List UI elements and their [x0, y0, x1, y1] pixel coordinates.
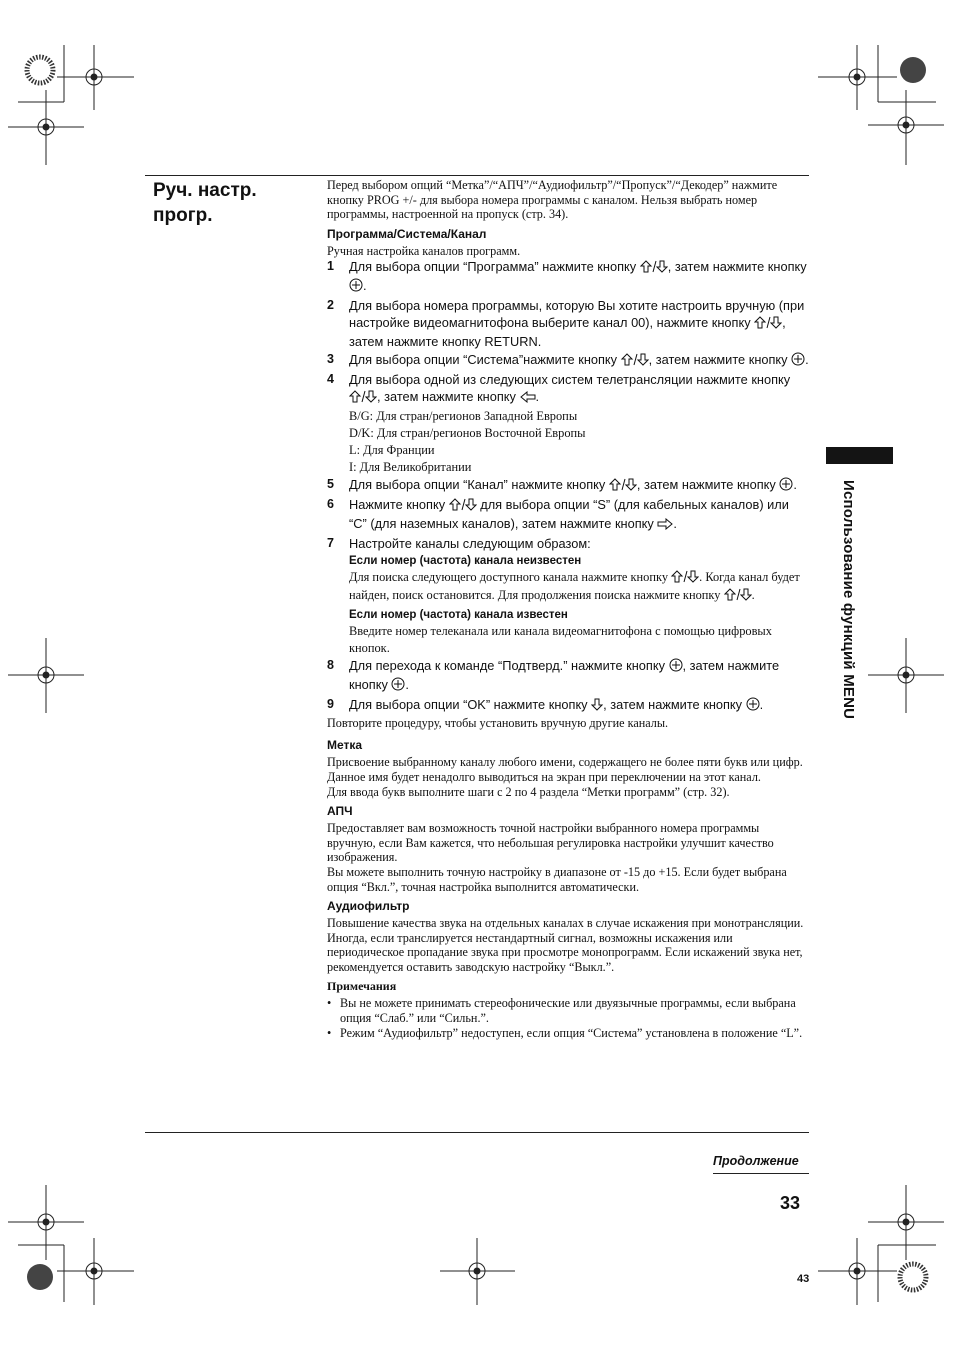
- step-1: 1 Для выбора опции “Программа” нажмите кнопку , затем нажмите кнопку .: [327, 258, 809, 296]
- unknown-channel-heading: Если номер (частота) канала неизвестен: [349, 554, 582, 567]
- continued-rule: [713, 1173, 809, 1174]
- enter-button-icon: [746, 697, 760, 715]
- note-item: • Режим “Аудиофильтр” недоступен, если опция “Система” установлена в положение “L”.: [327, 1025, 803, 1040]
- up-down-arrows-icon: [349, 390, 377, 407]
- system-options: [327, 408, 809, 475]
- unknown-channel-text: Для поиска следующего доступного канала нажмите кнопку . Когда канал будет найден, поиск остановится. Для продолжения поиска нажмите кнопку .: [349, 569, 809, 607]
- down-arrow-icon: [591, 698, 603, 715]
- prog-heading: Программа/Система/Канал: [327, 226, 487, 241]
- step-number: 8: [327, 657, 334, 672]
- step-6: 6 Нажмите кнопку для выбора опции “S” (для кабельных каналов) или “C” (для наземных каналов), затем нажмите кнопку .: [327, 496, 809, 534]
- known-channel-text: Введите номер телеканала или канала видеомагнитофона с помощью цифровых кнопок.: [349, 624, 772, 655]
- bullet-mark: •: [327, 996, 332, 1011]
- print-page-number: 43: [797, 1273, 810, 1285]
- up-down-arrows-icon: [640, 260, 668, 277]
- section-tab: [826, 447, 893, 464]
- step-number: 6: [327, 496, 334, 511]
- bottom-rule: [145, 1132, 809, 1133]
- page-number: 33: [780, 1193, 801, 1213]
- step-number: 5: [327, 476, 334, 491]
- top-rule: [145, 175, 809, 176]
- right-arrow-icon: [657, 517, 673, 534]
- step-3: 3 Для выбора опции “Система”нажмите кнопку , затем нажмите кнопку .: [327, 351, 809, 370]
- step-7: 7 Настройте каналы следующим образом:: [327, 535, 591, 551]
- sidebar-section-label: Использование функций MENU: [840, 480, 857, 720]
- enter-button-icon: [791, 352, 805, 370]
- audio-filter-paragraph: Повышение качества звука на отдельных каналах в случае искажения при монотрансляции. Иногда, если транслируется нестандартный сигнал, возможны искажения или периодическое пропадание звука при просмотре монопрограмм. Если искажений звука нет, рекомендуется оставить заводскую настройку “Выкл.”.: [327, 916, 804, 974]
- system-option: I: Для Великобритании: [349, 459, 472, 474]
- up-down-arrows-icon: [724, 588, 752, 606]
- step-number: 3: [327, 352, 334, 367]
- step-9: 9 Для выбора опции “OK” нажмите кнопку , затем нажмите кнопку .: [327, 696, 809, 715]
- bullet-mark: •: [327, 1025, 332, 1040]
- content-column: [327, 178, 809, 1040]
- afc-paragraph-1: Предоставляет вам возможность точной настройки выбранного номера программы вручную, если Вам кажется, что небольшая регулировка настройки улучшит качество изображения.: [327, 821, 774, 865]
- notes-heading: Примечания: [327, 979, 397, 994]
- up-down-arrows-icon: [671, 570, 699, 588]
- section-title-line2: прогр.: [153, 205, 213, 226]
- repeat-text: Повторите процедуру, чтобы установить вручную другие каналы.: [327, 715, 669, 730]
- up-down-arrows-icon: [449, 498, 477, 515]
- label-heading: Метка: [327, 738, 363, 753]
- known-channel-heading: Если номер (частота) канала известен: [349, 609, 568, 622]
- prog-description: Ручная настройка каналов программ.: [327, 243, 521, 258]
- system-option: L: Для Франции: [349, 442, 435, 457]
- step-number: 2: [327, 298, 334, 313]
- up-down-arrows-icon: [609, 478, 637, 495]
- step-8: 8 Для перехода к команде “Подтверд.” нажмите кнопку , затем нажмите кнопку .: [327, 657, 809, 695]
- step-7-details: [327, 554, 809, 657]
- enter-button-icon: [349, 278, 363, 296]
- step-4: 4 Для выбора одной из следующих систем телетрансляции нажмите кнопку , затем нажмите кнопку .: [327, 371, 809, 407]
- step-number: 1: [327, 259, 334, 274]
- label-paragraph-2: Для ввода букв выполните шаги с 2 по 4 раздела “Метки программ” (стр. 32).: [327, 784, 730, 799]
- intro-paragraph: Перед выбором опций “Метка”/“АПЧ”/“Аудиофильтр”/“Пропуск”/“Декодер” нажмите кнопку PROG +/- для выбора номера программы с каналом. Нельзя выбрать номер программы, настроенной на пропуск (стр. 34).: [327, 178, 778, 222]
- section-title-line1: Руч. настр.: [153, 180, 257, 201]
- step-number: 7: [327, 535, 334, 550]
- enter-button-icon: [669, 658, 683, 676]
- system-option: D/K: Для стран/регионов Восточной Европы: [349, 426, 586, 441]
- up-down-arrows-icon: [754, 316, 782, 333]
- enter-button-icon: [779, 477, 793, 495]
- audio-filter-heading: Аудиофильтр: [327, 899, 410, 914]
- up-down-arrows-icon: [621, 353, 649, 370]
- step-5: 5 Для выбора опции “Канал” нажмите кнопку , затем нажмите кнопку .: [327, 476, 809, 495]
- label-paragraph-1: Присвоение выбранному каналу любого имени, содержащего не более пяти букв или цифр. Данное имя будет ненадолго выводиться на экран при переключении на этот канал.: [327, 755, 803, 784]
- note-item: • Вы не можете принимать стереофонические или двуязычные программы, если выбрана опция “Слаб.” или “Сильн.”.: [327, 996, 796, 1026]
- afc-paragraph-2: Вы можете выполнить точную настройку в диапазоне от -15 до +15. Если будет выбрана опция “Вкл.”, точная настройка выполнится автоматически.: [327, 864, 787, 894]
- continued-label: Продолжение: [713, 1154, 799, 1168]
- section-title: [153, 178, 303, 228]
- system-option: B/G: Для стран/регионов Западной Европы: [349, 409, 578, 424]
- left-arrow-icon: [520, 390, 536, 407]
- step-2: 2 Для выбора номера программы, которую Вы хотите настроить вручную (при настройке видеомагнитофона выберите канал 00), нажмите кнопку , затем нажмите кнопку RETURN.: [327, 298, 805, 350]
- afc-heading: АПЧ: [327, 804, 353, 819]
- enter-button-icon: [391, 677, 405, 695]
- step-number: 9: [327, 696, 334, 711]
- step-number: 4: [327, 372, 334, 387]
